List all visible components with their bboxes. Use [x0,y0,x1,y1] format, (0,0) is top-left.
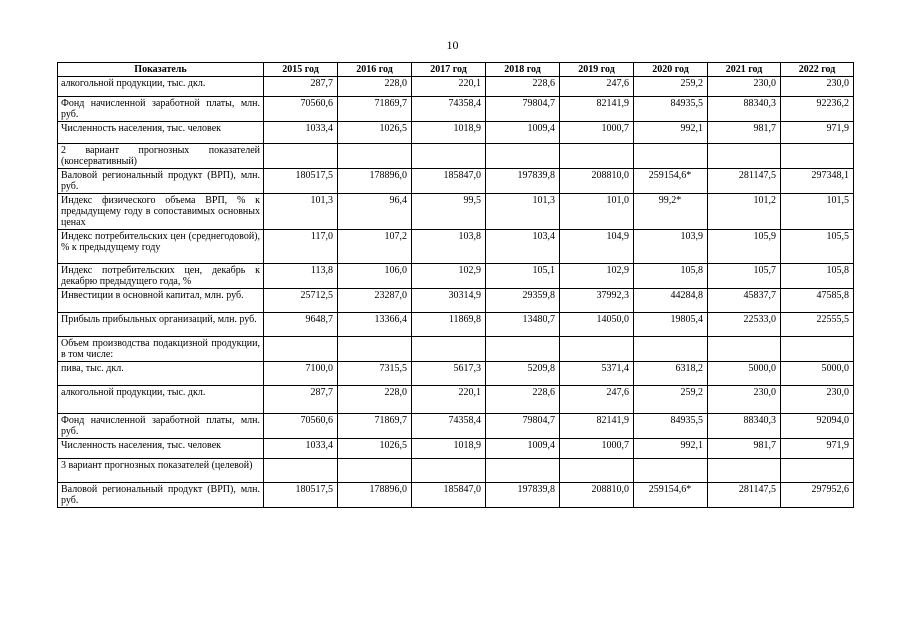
table-cell: 84935,5 [634,97,708,122]
table-cell: 25712,5 [264,289,338,313]
table-cell: 74358,4 [412,97,486,122]
row-label: Валовой региональный продукт (ВРП), млн. руб. [58,169,264,194]
table-cell: 992,1 [634,439,708,459]
row-label: Фонд начисленной заработной платы, млн. руб. [58,97,264,122]
table-cell: 103,9 [634,230,708,264]
row-label: Численность населения, тыс. человек [58,122,264,144]
table-cell [708,459,781,483]
table-cell [634,144,708,169]
table-cell: 971,9 [781,439,854,459]
table-cell: 197839,8 [486,483,560,508]
table-cell [708,144,781,169]
page-number: 10 [446,38,459,52]
table-cell: 230,0 [781,386,854,414]
table-row [58,77,854,97]
table-cell: 185847,0 [412,483,486,508]
table-cell: 1033,4 [264,122,338,144]
table-cell: 113,8 [264,264,338,289]
column-header: 2019 год [560,63,634,77]
column-header: 2021 год [708,63,781,77]
table-cell: 29359,8 [486,289,560,313]
table-cell [560,337,634,362]
table-row [58,230,854,264]
table-cell: 23287,0 [338,289,412,313]
table-cell: 101,3 [486,194,560,230]
table-cell: 228,6 [486,77,560,97]
table-cell [634,337,708,362]
row-label: Валовой региональный продукт (ВРП), млн. руб. [58,483,264,508]
table-cell: 287,7 [264,77,338,97]
table-cell: 70560,6 [264,97,338,122]
table-cell: 106,0 [338,264,412,289]
row-label: Индекс потребительских цен (среднегодовой), % к предыдущему году [58,230,264,264]
table-cell [264,144,338,169]
table-cell [486,459,560,483]
table-cell: 82141,9 [560,414,634,439]
table-cell [264,337,338,362]
table-cell: 178896,0 [338,169,412,194]
table-cell: 92094,0 [781,414,854,439]
table-cell: 101,3 [264,194,338,230]
table-cell [486,337,560,362]
table-cell: 5617,3 [412,362,486,386]
table-cell: 220,1 [412,386,486,414]
column-header: 2018 год [486,63,560,77]
table-cell: 1018,9 [412,122,486,144]
table-cell [264,459,338,483]
table-cell: 197839,8 [486,169,560,194]
table-cell: 14050,0 [560,313,634,337]
table-cell: 103,8 [412,230,486,264]
row-label: Индекс потребительских цен, декабрь к декабрю предыдущего года, % [58,264,264,289]
column-header: 2020 год [634,63,708,77]
table-cell [486,144,560,169]
table-cell [338,144,412,169]
table-cell [781,144,854,169]
table-cell [634,459,708,483]
table-cell: 105,8 [781,264,854,289]
table-cell: 5000,0 [708,362,781,386]
table-cell [781,337,854,362]
table-cell: 1009,4 [486,439,560,459]
table-cell: 230,0 [708,77,781,97]
table-cell: 44284,8 [634,289,708,313]
table-row [58,362,854,386]
table-cell: 247,6 [560,77,634,97]
forecast-table [57,62,854,508]
table-cell: 992,1 [634,122,708,144]
table-row [58,144,854,169]
table-cell: 281147,5 [708,483,781,508]
table-cell [708,337,781,362]
table-cell: 259154,6* [634,483,708,508]
table-cell: 5000,0 [781,362,854,386]
table-cell: 79804,7 [486,414,560,439]
table-cell: 228,6 [486,386,560,414]
table-cell: 297348,1 [781,169,854,194]
table-row [58,337,854,362]
table-cell [412,144,486,169]
table-row [58,169,854,194]
table-cell: 84935,5 [634,414,708,439]
table-cell [412,459,486,483]
table-cell: 99,5 [412,194,486,230]
table-cell: 70560,6 [264,414,338,439]
table-cell [338,337,412,362]
table-cell: 180517,5 [264,483,338,508]
table-cell [560,144,634,169]
table-cell: 88340,3 [708,97,781,122]
row-label: алкогольной продукции, тыс. дкл. [58,386,264,414]
table-cell: 104,9 [560,230,634,264]
table-row [58,289,854,313]
table-cell: 228,0 [338,77,412,97]
table-cell: 180517,5 [264,169,338,194]
table-cell: 102,9 [560,264,634,289]
table-cell: 92236,2 [781,97,854,122]
column-header: Показатель [58,63,264,77]
table-cell: 185847,0 [412,169,486,194]
table-row [58,313,854,337]
table-cell: 105,7 [708,264,781,289]
table-cell: 88340,3 [708,414,781,439]
table-cell: 37992,3 [560,289,634,313]
table-cell: 208810,0 [560,169,634,194]
table-cell: 30314,9 [412,289,486,313]
table-cell: 22533,0 [708,313,781,337]
table-cell [781,459,854,483]
table-cell: 247,6 [560,386,634,414]
table-cell: 105,1 [486,264,560,289]
row-label: Инвестиции в основной капитал, млн. руб. [58,289,264,313]
table-cell: 102,9 [412,264,486,289]
table-cell: 5209,8 [486,362,560,386]
table-cell: 96,4 [338,194,412,230]
table-cell: 230,0 [708,386,781,414]
table-cell: 7100,0 [264,362,338,386]
table-cell: 228,0 [338,386,412,414]
table-cell: 1018,9 [412,439,486,459]
table-row [58,439,854,459]
table-cell: 259,2 [634,77,708,97]
table-cell: 281147,5 [708,169,781,194]
column-header: 2016 год [338,63,412,77]
row-label: Прибыль прибыльных организаций, млн. руб. [58,313,264,337]
table-cell: 11869,8 [412,313,486,337]
table-cell: 101,2 [708,194,781,230]
table-cell: 105,9 [708,230,781,264]
table-row [58,264,854,289]
table-cell: 178896,0 [338,483,412,508]
table-cell: 1000,7 [560,122,634,144]
table-cell: 971,9 [781,122,854,144]
table-cell: 7315,5 [338,362,412,386]
table-cell: 230,0 [781,77,854,97]
row-label: Численность населения, тыс. человек [58,439,264,459]
table-cell: 5371,4 [560,362,634,386]
table-row [58,459,854,483]
table-cell: 6318,2 [634,362,708,386]
table-row [58,194,854,230]
table-cell: 99,2* [634,194,708,230]
row-label: Индекс физического объема ВРП, % к предыдущему году в сопоставимых основных ценах [58,194,264,230]
table-header-row [58,63,854,77]
table-cell [338,459,412,483]
table-cell: 19805,4 [634,313,708,337]
table-row [58,386,854,414]
table-cell: 13366,4 [338,313,412,337]
table-cell: 297952,6 [781,483,854,508]
table-row [58,122,854,144]
table-row [58,483,854,508]
table-cell: 208810,0 [560,483,634,508]
row-label: 3 вариант прогнозных показателей (целевой) [58,459,264,483]
table-cell: 1000,7 [560,439,634,459]
row-label: алкогольной продукции, тыс. дкл. [58,77,264,97]
table-cell: 259,2 [634,386,708,414]
table-row [58,97,854,122]
table-cell: 1026,5 [338,122,412,144]
table-cell: 107,2 [338,230,412,264]
row-label: Объем производства подакцизной продукции, в том числе: [58,337,264,362]
table-cell: 1033,4 [264,439,338,459]
table-cell: 117,0 [264,230,338,264]
column-header: 2017 год [412,63,486,77]
table-cell: 71869,7 [338,97,412,122]
table-cell: 287,7 [264,386,338,414]
table-cell: 22555,5 [781,313,854,337]
table-cell: 105,5 [781,230,854,264]
table-cell: 103,4 [486,230,560,264]
row-label: 2 вариант прогнозных показателей (консервативный) [58,144,264,169]
row-label: пива, тыс. дкл. [58,362,264,386]
table-cell: 74358,4 [412,414,486,439]
column-header: 2022 год [781,63,854,77]
row-label: Фонд начисленной заработной платы, млн. руб. [58,414,264,439]
table-cell: 71869,7 [338,414,412,439]
table-cell: 981,7 [708,122,781,144]
table-cell: 105,8 [634,264,708,289]
table-cell: 45837,7 [708,289,781,313]
table-cell [412,337,486,362]
table-cell: 47585,8 [781,289,854,313]
column-header: 2015 год [264,63,338,77]
table-cell [560,459,634,483]
table-cell: 1009,4 [486,122,560,144]
table-cell: 259154,6* [634,169,708,194]
table-cell: 9648,7 [264,313,338,337]
table-cell: 101,0 [560,194,634,230]
table-cell: 79804,7 [486,97,560,122]
table-cell: 101,5 [781,194,854,230]
table-cell: 13480,7 [486,313,560,337]
table-cell: 981,7 [708,439,781,459]
table-row [58,414,854,439]
table-cell: 1026,5 [338,439,412,459]
table-cell: 82141,9 [560,97,634,122]
table-cell: 220,1 [412,77,486,97]
